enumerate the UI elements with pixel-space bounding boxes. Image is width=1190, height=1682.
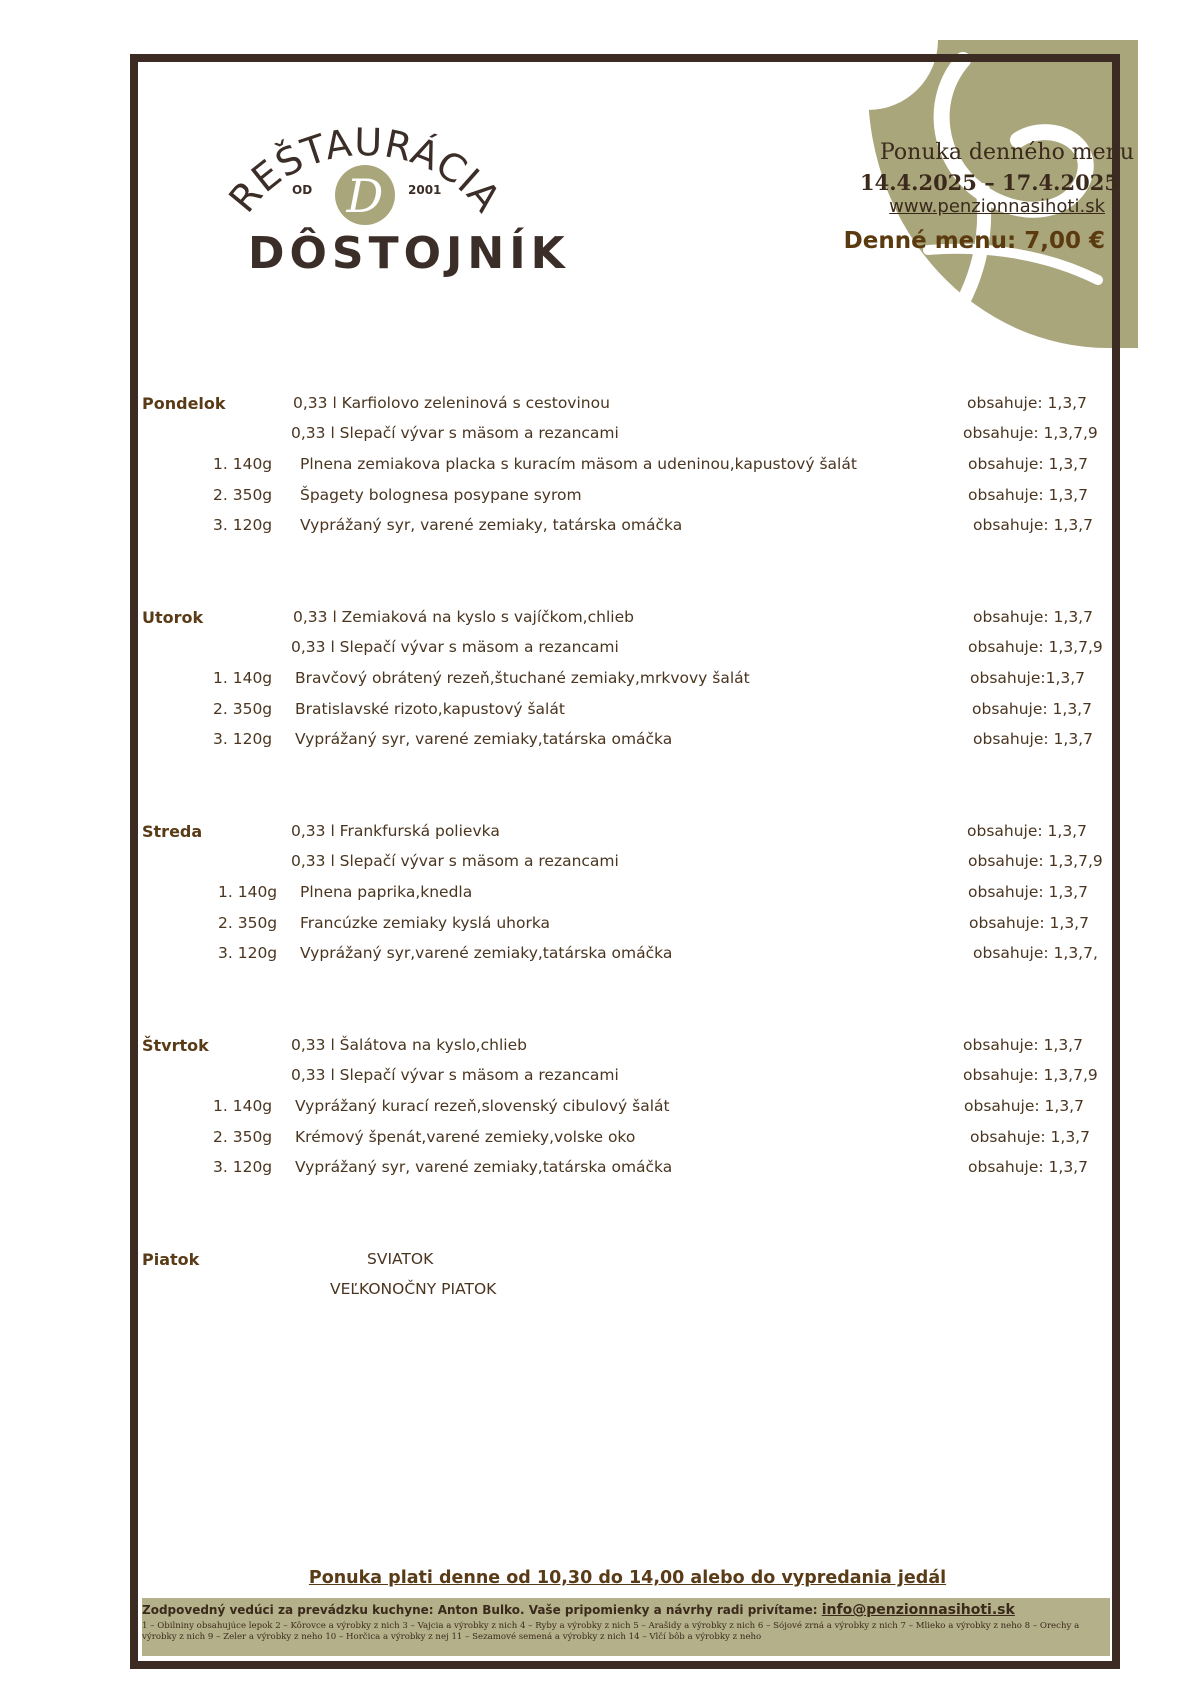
menu-item-text: 0,33 l Zemiaková na kyslo s vajíčkom,chlieb (293, 608, 634, 626)
day-label-thursday: Štvrtok (142, 1036, 209, 1055)
menu-item-allergens: obsahuje: 1,3,7 (968, 1158, 1088, 1176)
allergen-legend: 1 – Obilniny obsahujúce lepok 2 – Kôrovce a výrobky z nich 3 – Vajcia a výrobky z nich 4 – Ryby a výrobky z nich 5 – Arašidy a výrobky z nich 6 – Sójové zrná a výrobky z nich 7 – Mlieko a výrobky z neho 8 – Orechy a výrobky z nich 9 – Zeler a výrobky z neho 10 – Horčica a výrobky z nej 11 – Sezamové semená a výrobky z nich 14 – Vlčí bôb a výrobky z neho (142, 1621, 1080, 1642)
offer-validity: Ponuka plati denne od 10,30 do 14,00 alebo do vypredania jedál (308, 1568, 947, 1588)
menu-item-portion: 1. 140g (213, 1097, 273, 1115)
menu-item-text: 0,33 l Slepačí vývar s mäsom a rezancami (291, 852, 619, 870)
holiday-note: SVIATOK (367, 1250, 434, 1268)
menu-item-text: Plnena paprika,knedla (300, 883, 473, 901)
menu-item-text: Plnena zemiakova placka s kuracím mäsom a udeninou,kapustový šalát (300, 455, 857, 473)
day-label-tuesday: Utorok (142, 608, 204, 627)
menu-item-allergens: obsahuje: 1,3,7,9 (963, 1066, 1098, 1084)
menu-item-allergens: obsahuje: 1,3,7,9 (963, 424, 1098, 442)
menu-item-text: Špagety bolognesa posypane syrom (300, 486, 582, 504)
menu-item-allergens: obsahuje: 1,3,7 (967, 394, 1087, 412)
menu-item-text: 0,33 l Šalátova na kyslo,chlieb (291, 1036, 527, 1054)
menu-item-portion: 2. 350g (213, 700, 273, 718)
menu-item-portion: 2. 350g (218, 914, 278, 932)
logo-since-year: 2001 (408, 183, 442, 197)
day-label-wednesday: Streda (142, 822, 203, 841)
menu-item-portion: 1. 140g (218, 883, 278, 901)
menu-item-portion: 1. 140g (213, 669, 273, 687)
menu-item-portion: 3. 120g (213, 516, 273, 534)
menu-item-text: Vyprážaný syr, varené zemiaky,tatárska omáčka (295, 730, 673, 748)
menu-item-portion: 1. 140g (213, 455, 273, 473)
menu-item-text: 0,33 l Frankfurská polievka (291, 822, 500, 840)
menu-item-allergens: obsahuje: 1,3,7 (963, 1036, 1083, 1054)
menu-item-allergens: obsahuje: 1,3,7 (970, 1128, 1090, 1146)
menu-item-allergens: obsahuje: 1,3,7 (964, 1097, 1084, 1115)
menu-item-text: 0,33 l Slepačí vývar s mäsom a rezancami (291, 424, 619, 442)
menu-item-allergens: obsahuje: 1,3,7 (968, 883, 1088, 901)
day-label-friday: Piatok (142, 1250, 200, 1269)
menu-item-allergens: obsahuje: 1,3,7 (969, 914, 1089, 932)
logo-name-bottom: DÔSTOJNÍK (248, 228, 570, 279)
menu-item-text: Vyprážaný kurací rezeň,slovenský cibulový šalát (295, 1097, 670, 1115)
menu-item-portion: 3. 120g (218, 944, 278, 962)
menu-item-allergens: obsahuje: 1,3,7 (973, 516, 1093, 534)
menu-item-portion: 2. 350g (213, 486, 273, 504)
menu-item-portion: 3. 120g (213, 730, 273, 748)
logo-since-label: OD (292, 183, 313, 197)
holiday-name: VEĽKONOČNY PIATOK (330, 1280, 497, 1298)
menu-dates: 14.4.2025 – 17.4.2025 (860, 170, 1119, 195)
menu-item-portion: 3. 120g (213, 1158, 273, 1176)
menu-item-text: Bratislavské rizoto,kapustový šalát (295, 700, 565, 718)
menu-item-text: Vyprážaný syr,varené zemiaky,tatárska omáčka (300, 944, 673, 962)
footer-responsible (142, 1602, 1015, 1618)
day-label-monday: Pondelok (142, 394, 226, 413)
menu-item-allergens: obsahuje: 1,3,7 (968, 486, 1088, 504)
menu-item-text: Krémový špenát,varené zemieky,volske oko (295, 1128, 636, 1146)
menu-title: Ponuka denného menu (880, 140, 1135, 165)
menu-item-text: 0,33 l Karfiolovo zeleninová s cestovinou (293, 394, 610, 412)
menu-item-text: Vyprážaný syr, varené zemiaky, tatárska omáčka (300, 516, 683, 534)
svg-text:D: D (346, 169, 384, 223)
menu-item-allergens: obsahuje: 1,3,7 (968, 455, 1088, 473)
menu-item-allergens: obsahuje: 1,3,7 (967, 822, 1087, 840)
menu-item-allergens: obsahuje:1,3,7 (970, 669, 1086, 687)
menu-item-text: Bravčový obrátený rezeň,štuchané zemiaky,mrkvovy šalát (295, 669, 750, 687)
footer-responsible-text: Zodpovedný vedúci za prevádzku kuchyne: Anton Bulko. Vaše pripomienky a návrhy radi privítame: (142, 1603, 818, 1617)
menu-item-allergens: obsahuje: 1,3,7,9 (968, 852, 1103, 870)
menu-item-text: 0,33 l Slepačí vývar s mäsom a rezancami (291, 1066, 619, 1084)
menu-item-text: Vyprážaný syr, varené zemiaky,tatárska omáčka (295, 1158, 673, 1176)
website-link[interactable]: www.penzionnasihoti.sk (889, 196, 1105, 217)
menu-item-text: Francúzke zemiaky kyslá uhorka (300, 914, 551, 932)
logo-name-top: REŠTAURÁCIA (220, 120, 510, 221)
menu-item-portion: 2. 350g (213, 1128, 273, 1146)
menu-price: Denné menu: 7,00 € (843, 228, 1105, 254)
menu-item-allergens: obsahuje: 1,3,7 (972, 700, 1092, 718)
menu-item-allergens: obsahuje: 1,3,7 (973, 608, 1093, 626)
menu-item-allergens: obsahuje: 1,3,7,9 (968, 638, 1103, 656)
menu-item-allergens: obsahuje: 1,3,7 (973, 730, 1093, 748)
email-link[interactable]: info@penzionnasihoti.sk (821, 1602, 1015, 1618)
menu-item-text: 0,33 l Slepačí vývar s mäsom a rezancami (291, 638, 619, 656)
menu-item-allergens: obsahuje: 1,3,7, (973, 944, 1098, 962)
